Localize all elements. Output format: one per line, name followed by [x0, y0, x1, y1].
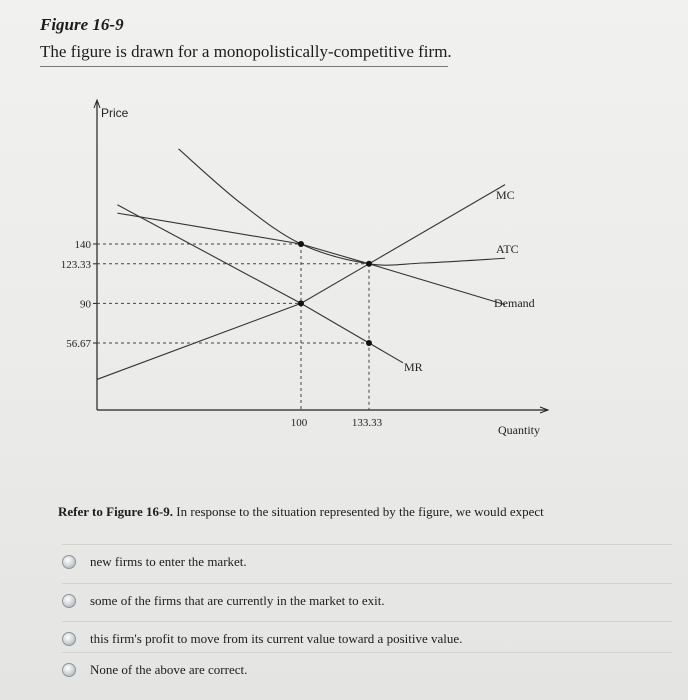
y-axis-title: Price — [101, 106, 129, 120]
y-tick-label: 140 — [74, 239, 91, 251]
intersection-point — [366, 340, 372, 346]
answer-option-4[interactable] — [62, 652, 672, 687]
radio-button-icon[interactable] — [62, 632, 76, 646]
series-label-demand: Demand — [494, 296, 535, 310]
x-axis-title: Quantity — [498, 423, 540, 437]
y-tick-label: 56.67 — [66, 338, 91, 350]
series-label-mr: MR — [404, 360, 423, 374]
radio-button-icon[interactable] — [62, 555, 76, 569]
series-label-mc: MC — [496, 188, 515, 202]
radio-button-icon[interactable] — [62, 663, 76, 677]
intersection-point — [298, 241, 304, 247]
answer-option-1[interactable] — [62, 544, 672, 579]
question-body: In response to the situation represented by the figure, we would expect — [173, 504, 544, 519]
chart-guides — [97, 244, 369, 410]
x-tick-label: 133.33 — [351, 417, 383, 429]
chart-axes — [93, 100, 548, 413]
curve-mr — [117, 205, 403, 363]
chart-labels — [61, 106, 540, 437]
series-label-atc: ATC — [496, 242, 519, 256]
figure-title: Figure 16-9 — [40, 15, 124, 34]
question-reference: Refer to Figure 16-9. — [58, 504, 174, 519]
monopolistic-competition-chart — [0, 90, 688, 450]
figure-caption: The figure is drawn for a monopolistically-competitive firm. — [40, 42, 452, 61]
radio-button-icon[interactable] — [62, 594, 76, 608]
x-tick-label: 100 — [290, 417, 308, 429]
answer-option-label: new firms to enter the market. — [90, 554, 247, 569]
y-tick-label: 123.33 — [60, 258, 91, 271]
intersection-point — [298, 300, 304, 306]
caption-underline — [40, 66, 448, 67]
answer-option-label: some of the firms that are currently in the market to exit. — [90, 593, 385, 608]
curve-atc — [179, 149, 505, 265]
question-text — [58, 504, 658, 520]
answer-option-3[interactable] — [62, 621, 672, 656]
y-tick-label: 90 — [80, 298, 91, 311]
answer-option-2[interactable] — [62, 583, 672, 618]
answer-option-label: None of the above are correct. — [90, 662, 248, 677]
answer-option-label: this firm's profit to move from its current value toward a positive value. — [90, 631, 463, 646]
intersection-point — [366, 261, 372, 267]
curve-demand — [117, 213, 505, 304]
